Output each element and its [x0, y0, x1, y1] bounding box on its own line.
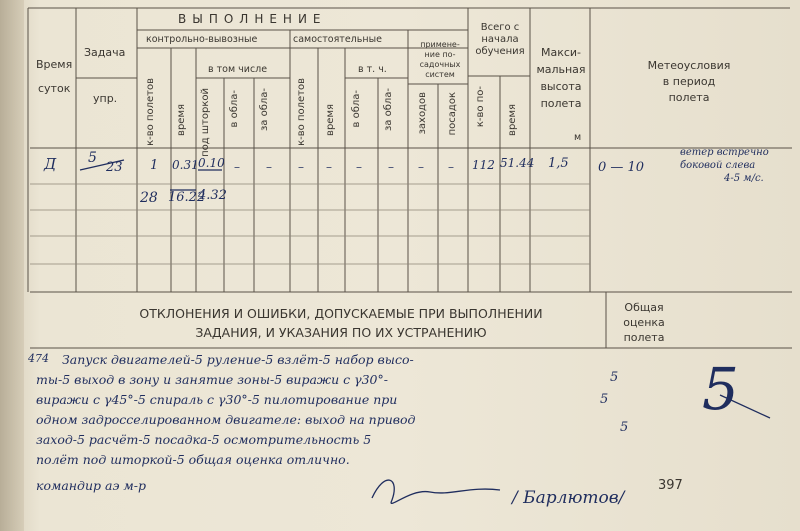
header-v-t-ch: в т. ч.: [358, 64, 387, 75]
col-vremya: время: [176, 104, 187, 136]
col-v-oblakah-2: в обла-: [351, 90, 362, 128]
header-v-tom-chisle: в том числе: [208, 64, 268, 75]
notes-line-6: полёт под шторкой-5 общая оценка отлично.: [36, 452, 350, 467]
header-sutok: суток: [38, 82, 71, 95]
grade-header: Общая оценка полета: [623, 301, 665, 344]
row1-meteo-range: 0 — 10: [598, 160, 645, 175]
col-zahodov: заходов: [417, 92, 428, 135]
header-vypolnenie: ВЫПОЛНЕНИЕ: [178, 12, 327, 26]
col-posadok: посадок: [447, 92, 458, 136]
col-k-vo-poletov-2: к-во полетов: [296, 78, 307, 146]
notes-margin-num: 474: [28, 352, 49, 365]
row1-vsego-vremya: 51.44: [500, 156, 535, 170]
notes-line-1: Запуск двигателей-5 руление-5 взлёт-5 набор высо-: [62, 352, 414, 367]
col-k-vo-po-letov: к-во по-: [475, 86, 486, 128]
header-maks: Макси- мальная высота полета: [536, 46, 586, 110]
page-number: 397: [658, 478, 683, 493]
header-upr: упр.: [93, 92, 118, 105]
row1-dash-8: –: [448, 160, 454, 174]
signature-name: / Барлютов/: [512, 488, 625, 508]
row1-zadacha-num: 5: [88, 150, 97, 166]
row1-pod-shtorkoy: 0.10: [198, 156, 225, 170]
row1-dash-5: –: [356, 160, 362, 174]
unit-m: м: [574, 132, 582, 143]
row1-dash-7: –: [418, 160, 424, 174]
col-pod-shtorkoy: под шторкой: [200, 88, 211, 157]
row1-vysota: 1,5: [548, 156, 569, 171]
row1-dash-1: –: [234, 160, 240, 174]
final-grade: 5: [702, 355, 739, 423]
notes-line-2: ты-5 выход в зону и занятие зоны-5 виражи с γ30°-: [36, 372, 388, 387]
header-vremya: Время: [36, 58, 73, 71]
row2-vremya: 16.22: [168, 190, 206, 205]
header-zadacha: Задача: [84, 46, 126, 59]
notes-end-mark-1: 5: [610, 370, 619, 385]
notes-end-mark-3: 5: [620, 420, 629, 435]
row1-dash-4: –: [326, 160, 332, 174]
notes-line-4: одном задросселированном двигателе: выход на привод: [36, 412, 416, 427]
notes-end-mark-2: 5: [600, 392, 609, 407]
header-meteo: Метеоусловия в период полета: [647, 59, 731, 104]
col-za-oblakami: за обла-: [259, 88, 270, 132]
col-za-oblakami-2: за обла-: [383, 88, 394, 132]
row1-vsego-k-vo: 112: [472, 158, 495, 172]
row2-k-vo: 28: [140, 190, 158, 206]
header-samostoyatelnye: самостоятельные: [293, 34, 382, 45]
row1-vremya: 0.31: [172, 158, 199, 172]
row1-zadacha-upr: 23: [106, 160, 123, 175]
col-vremya-2: время: [325, 104, 336, 136]
header-vsego: Всего с начала обучения: [475, 22, 525, 57]
row2-pod-shtorkoy: 4.32: [198, 188, 227, 203]
row1-dash-3: –: [298, 160, 304, 174]
row1-meteo-note: ветер встречно боковой слева 4-5 м/с.: [680, 147, 769, 184]
row1-vremya-sutok: Д: [44, 155, 57, 173]
col-vremya-3: время: [507, 104, 518, 136]
header-kontrolno: контрольно-вывозные: [146, 34, 258, 45]
col-v-oblakah: в обла-: [229, 90, 240, 128]
row1-k-vo: 1: [150, 158, 159, 173]
row1-dash-2: –: [266, 160, 272, 174]
row1-dash-6: –: [388, 160, 394, 174]
notes-line-5: заход-5 расчёт-5 посадка-5 осмотрительность 5: [36, 432, 372, 447]
notes-line-3: виражи с γ45°-5 спираль с γ30°-5 пилотирование при: [36, 392, 398, 407]
col-k-vo-poletov: к-во полетов: [145, 78, 156, 146]
signature-role: командир аэ м-р: [36, 478, 147, 493]
section2-title: ОТКЛОНЕНИЯ И ОШИБКИ, ДОПУСКАЕМЫЕ ПРИ ВЫПОЛНЕНИИ ЗАДАНИЯ, И УКАЗАНИЯ ПО ИХ УСТРАНЕНИЮ: [139, 306, 543, 340]
header-primenenie: примене- ние по- садочных систем: [419, 40, 461, 79]
